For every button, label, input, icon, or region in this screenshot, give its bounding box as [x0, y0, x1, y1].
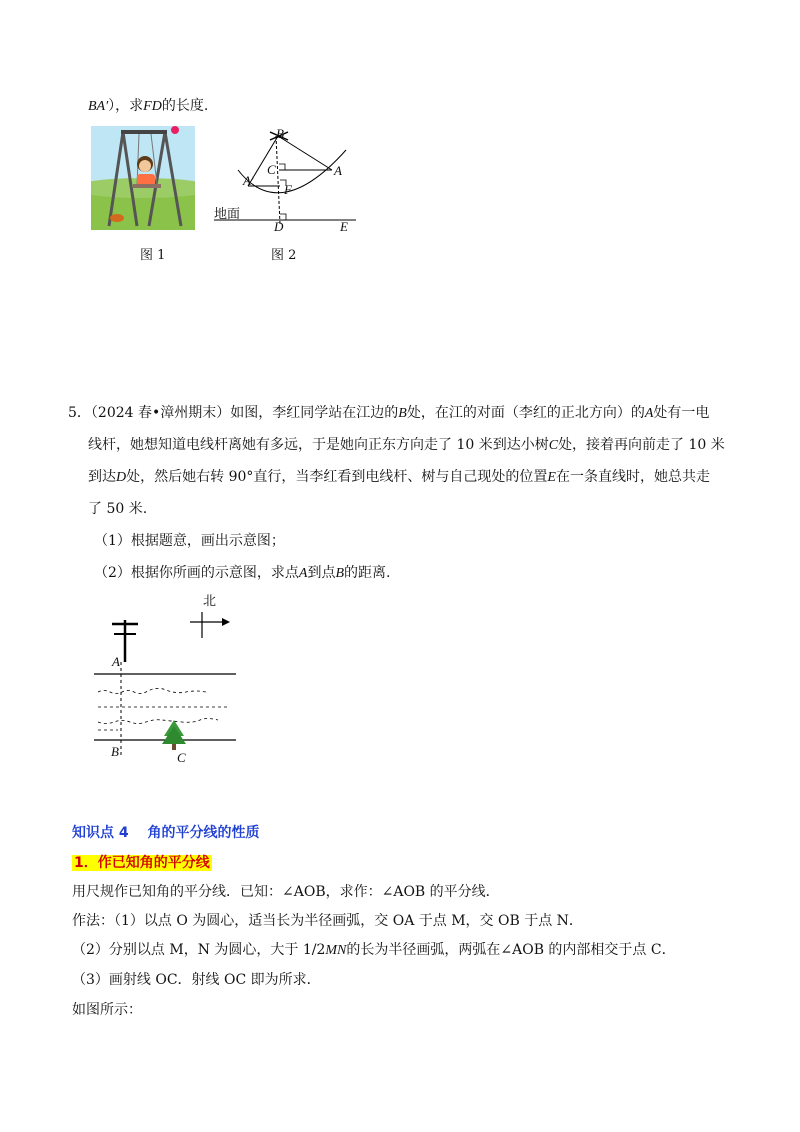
figure2-caption: 图 2: [271, 248, 297, 263]
swing-illustration: [91, 126, 195, 230]
swing-photo: [91, 126, 195, 230]
problem5-line2: [88, 435, 725, 456]
fig3-label-a: A: [112, 654, 120, 669]
problem5-line4: 了 50 米.: [88, 501, 148, 517]
knowledge-p3: [72, 940, 676, 961]
problem5-text: 的距离.: [344, 565, 391, 581]
problem5-line3: [88, 467, 710, 488]
problem5-sub1: （1）根据题意，画出示意图；: [94, 533, 285, 549]
problem5-line1: [68, 403, 709, 424]
knowledge-point-title: 知识点 4 角的平分线的性质: [72, 825, 260, 841]
knowledge-text: 的长为半径画弧，两弧在∠AOB 的内部相交于点 C．: [346, 942, 676, 958]
fig2-label-e: E: [340, 219, 348, 234]
fig2-label-a: A: [334, 163, 342, 178]
problem5-sub2: [94, 563, 391, 584]
point-d: D: [116, 470, 127, 485]
fig2-label-f: F: [284, 182, 292, 197]
highlighted-heading: 1．作已知角的平分线: [74, 855, 210, 871]
point-b: B: [398, 406, 407, 421]
problem5-text: 处有一电: [653, 405, 710, 421]
knowledge-text: （2）分别以点 M，N 为圆心，大于 1/2: [72, 942, 326, 958]
problem5-text: 到点: [307, 565, 336, 581]
problem5-source: （2024 春•漳州期末）: [90, 405, 231, 421]
problem5-text: 处，接着再向前走了 10 米: [558, 437, 725, 453]
point-a: A: [644, 406, 654, 421]
fig2-label-d: D: [274, 219, 284, 234]
figure1-caption: 图 1: [140, 248, 166, 263]
point-e: E: [547, 470, 556, 485]
fig2-label-c: C: [267, 162, 276, 177]
fig2-label-b: B: [276, 126, 284, 141]
mn-label: MN: [325, 943, 347, 958]
point-c: C: [548, 438, 559, 453]
ba-prime-label: BA′: [88, 99, 109, 114]
problem5-text: 如图，李红同学站在江边的: [230, 405, 399, 421]
knowledge-p4: （3）画射线 OC．射线 OC 即为所求．: [72, 972, 321, 988]
problem5-text: （2）根据你所画的示意图，求点: [94, 565, 299, 581]
fig3-label-b: B: [111, 744, 119, 759]
fd-label: FD: [143, 99, 162, 114]
point-a: A: [298, 566, 308, 581]
problem5-text: 处，然后她右转 90°直行，当李红看到电线杆、树与自己现处的位置: [126, 469, 548, 485]
knowledge-p5: 如图所示：: [72, 1002, 142, 1018]
knowledge-p1: 用尺规作已知角的平分线．已知：∠AOB，求作：∠AOB 的平分线．: [72, 884, 500, 900]
problem5-number: 5．: [68, 405, 91, 421]
tail-suffix: 的长度.: [161, 98, 209, 114]
fig2-label-a-prime: A′: [243, 173, 254, 188]
problem4-tail-line: [88, 96, 208, 117]
knowledge-p2: 作法：（1）以点 O 为圆心，适当长为半径画弧，交 OA 于点 M，交 OB 于点 N．: [72, 913, 583, 929]
problem5-text: 处，在江的对面（李红的正北方向）的: [406, 405, 645, 421]
problem5-text: 在一条直线时，她总共走: [555, 469, 710, 485]
fig3-label-c: C: [177, 750, 186, 765]
north-label: 北: [203, 594, 217, 609]
river-diagram: [88, 590, 248, 765]
problem5-text: 到达: [88, 469, 116, 485]
section-heading: [72, 852, 212, 872]
tail-text: ），求: [108, 98, 144, 114]
fig2-ground-label: 地面: [214, 207, 241, 222]
river-svg: [88, 590, 248, 765]
point-b: B: [335, 566, 345, 581]
problem5-text: 线杆，她想知道电线杆离她有多远，于是她向正东方向走了 10 米到达小树: [88, 437, 549, 453]
